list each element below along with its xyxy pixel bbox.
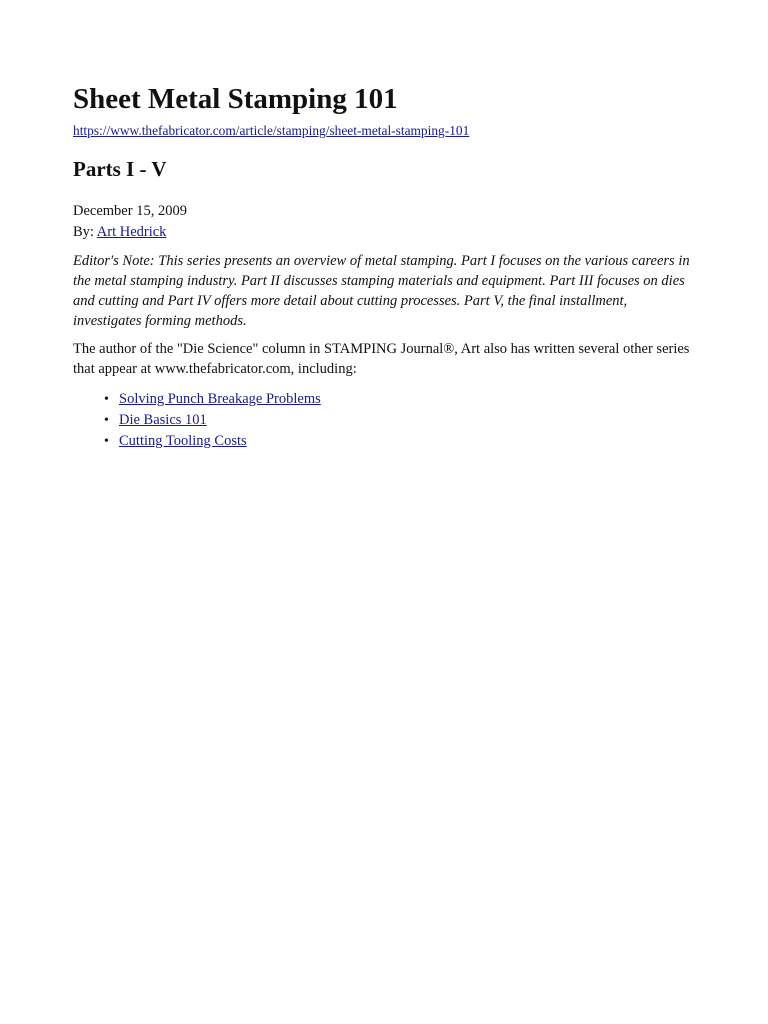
author-link[interactable]: Art Hedrick xyxy=(96,224,167,240)
byline-prefix: By: xyxy=(73,224,97,240)
editor-note: Editor's Note: This series presents an overview of metal stamping. Part I focuses on the various careers in the metal stamping industry. Part II discusses stamping materials and equipment. Part III focuses on dies and cutting and Part IV offers more detail about cutting processes. Part V, the final installment, investigates forming methods. xyxy=(73,253,690,329)
article-subtitle: Parts I - V xyxy=(73,157,167,181)
article-title: Sheet Metal Stamping 101 xyxy=(73,83,398,115)
bullet-icon: • xyxy=(104,434,109,449)
intro-paragraph: The author of the "Die Science" column in STAMPING Journal®, Art also has written several other series that appear at www.thefabricator.com, including: xyxy=(73,341,690,377)
bullet-icon: • xyxy=(104,392,109,407)
bullet-icon: • xyxy=(104,413,109,428)
byline xyxy=(73,222,696,243)
publish-date: December 15, 2009 xyxy=(73,203,187,219)
list-item xyxy=(104,410,696,431)
series-list xyxy=(73,389,696,452)
series-link-cutting-tooling[interactable]: Cutting Tooling Costs xyxy=(119,433,247,449)
source-url-link[interactable]: https://www.thefabricator.com/article/stamping/sheet-metal-stamping-101 xyxy=(73,123,470,138)
list-item xyxy=(104,389,696,410)
series-link-die-basics[interactable]: Die Basics 101 xyxy=(119,412,207,428)
series-link-punch-breakage[interactable]: Solving Punch Breakage Problems xyxy=(119,391,321,407)
list-item xyxy=(104,431,696,452)
